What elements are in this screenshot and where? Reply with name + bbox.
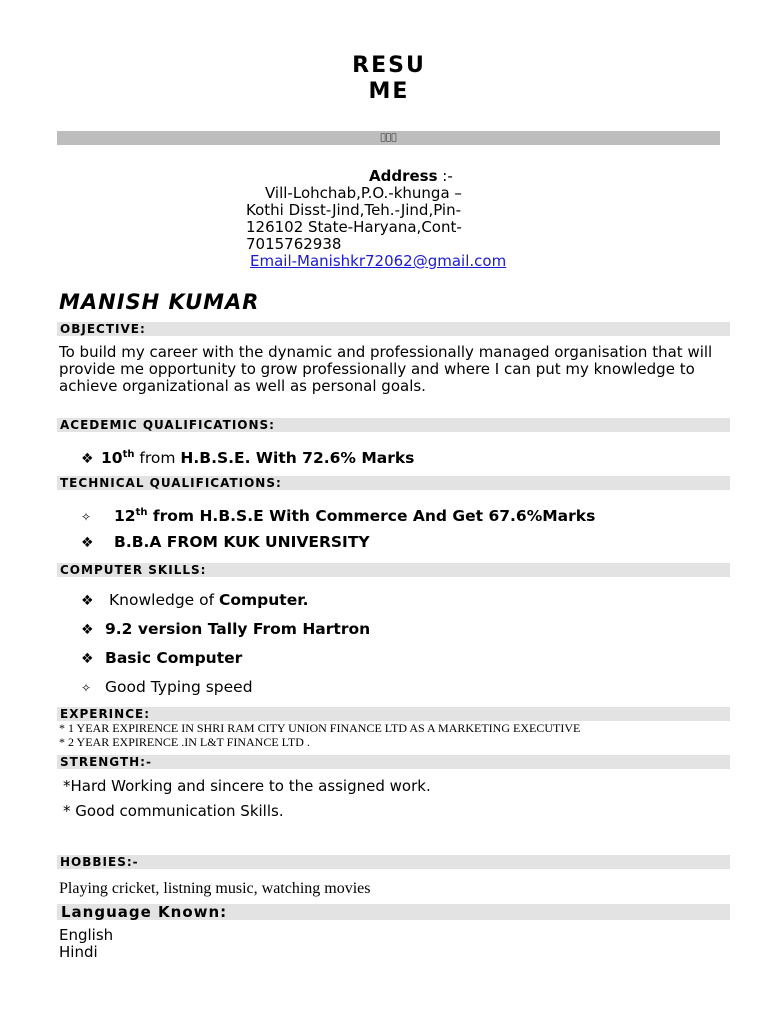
experience-heading: EXPERINCE:	[57, 707, 730, 721]
header-divider-bar: 􀀀􀀀􀀀	[57, 131, 720, 145]
computer-skill-3: ❖ Basic Computer	[81, 649, 243, 667]
strength-heading: STRENGTH:-	[57, 755, 730, 769]
experience-line-1: * 1 YEAR EXPIRENCE IN SHRI RAM CITY UNION FINANCE LTD AS A MARKETING EXECUTIVE	[59, 721, 581, 735]
address-line-1: Vill-Lohchab,P.O.-khunga –	[265, 184, 462, 202]
address-label: Address	[369, 167, 438, 185]
objective-heading: OBJECTIVE:	[57, 322, 730, 336]
resume-title-line1: RESU	[352, 53, 426, 78]
address-label-suffix: :-	[437, 167, 453, 185]
computer-skill-1: ❖ Knowledge of Computer.	[81, 591, 309, 609]
technical-heading: TECHNICAL QUALIFICATIONS:	[57, 476, 730, 490]
hollow-diamond-bullet-icon: ✧	[81, 681, 92, 695]
computer-skill-2: ❖ 9.2 version Tally From Hartron	[81, 620, 371, 638]
computer-skill-4: ✧ Good Typing speed	[81, 678, 253, 696]
objective-text: To build my career with the dynamic and professionally managed organisation that will provide me opportunity to grow professionally and where I can put my knowledge to achieve organizational as well as personal goals.	[59, 343, 713, 395]
resume-title-line2: ME	[368, 79, 410, 104]
address-heading	[369, 168, 453, 185]
diamond-bullet-icon: ❖	[81, 593, 94, 609]
hollow-diamond-bullet-icon: ✧	[81, 510, 92, 525]
strength-line-2: * Good communication Skills.	[63, 802, 284, 820]
address-line-4-phone: 7015762938	[246, 235, 342, 253]
technical-item-1: ✧ 12th from H.B.S.E With Commerce And Get 67.6%Marks	[81, 507, 596, 526]
address-line-2: Kothi Disst-Jind,Teh.-Jind,Pin-	[246, 201, 462, 219]
address-line-3: 126102 State-Haryana,Cont-	[246, 218, 462, 236]
language-item: English	[59, 926, 114, 944]
diamond-bullet-icon: ❖	[81, 451, 94, 468]
diamond-bullet-icon: ❖	[81, 651, 94, 667]
diamond-bullet-icon: ❖	[81, 535, 94, 551]
language-item: Hindi	[59, 943, 98, 961]
strength-line-1: *Hard Working and sincere to the assigned work.	[63, 777, 431, 795]
hobbies-heading: HOBBIES:-	[57, 855, 730, 869]
diamond-bullet-icon: ❖	[81, 622, 94, 638]
candidate-name: MANISH KUMAR	[59, 290, 260, 314]
hobbies-text: Playing cricket, listning music, watching movies	[59, 880, 371, 897]
academic-item-1: ❖ 10th from H.B.S.E. With 72.6% Marks	[81, 449, 415, 468]
academic-heading: ACEDEMIC QUALIFICATIONS:	[57, 418, 730, 432]
experience-line-2: * 2 YEAR EXPIRENCE .IN L&T FINANCE LTD .	[59, 735, 310, 749]
email-link[interactable]: Email-Manishkr72062@gmail.com	[250, 252, 507, 270]
languages-heading: Language Known:	[57, 904, 730, 920]
computer-skills-heading: COMPUTER SKILLS:	[57, 563, 730, 577]
technical-item-2: ❖ B.B.A FROM KUK UNIVERSITY	[81, 533, 370, 551]
